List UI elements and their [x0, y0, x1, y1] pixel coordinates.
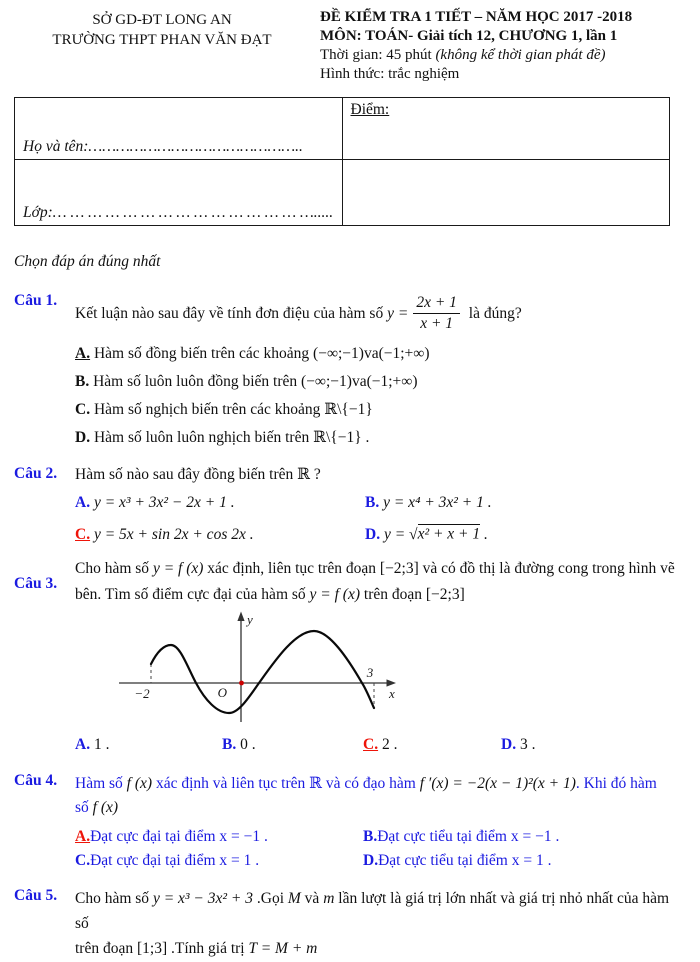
sqrt-prefix: y =: [383, 525, 410, 543]
question-1-stem: [75, 292, 684, 337]
x-max-label: 3: [366, 664, 374, 680]
header-school-block: [14, 8, 310, 50]
question-3-options: [75, 735, 684, 755]
y-axis-arrow-icon: [237, 611, 244, 621]
question-2: [14, 465, 684, 545]
option-text: y = x³ + 3x² − 2x + 1 .: [93, 494, 235, 512]
department-name: SỞ GD-ĐT LONG AN: [92, 12, 232, 28]
option-text: y = 5x + sin 2x + cos 2x .: [93, 525, 254, 543]
question-4-stem: [75, 772, 684, 822]
interval: [−2;3]: [379, 559, 419, 577]
option-letter: A.: [75, 735, 91, 753]
fraction: [413, 294, 460, 333]
exam-header: [14, 8, 684, 84]
option-letter: A.: [75, 494, 91, 512]
sqrt-suffix: .: [480, 525, 488, 543]
stem-text: Cho hàm số: [75, 890, 153, 908]
stem-text: Kết luận nào sau đây về tính đơn điệu của hàm số: [75, 305, 388, 323]
interval: [1;3]: [136, 939, 168, 957]
question-4-label: Câu 4.: [14, 771, 58, 789]
stem-text: số: [75, 799, 93, 817]
inline-math: y = f (x): [309, 585, 361, 603]
option-text: Hàm số luôn luôn nghịch biến trên ℝ\{−1} .: [93, 428, 370, 446]
question-1-options: [75, 344, 684, 449]
question-3-stem-line2: [75, 585, 684, 606]
question-3-label: Câu 3.: [14, 574, 58, 592]
stem-text: bên. Tìm số điểm cực đại của hàm số: [75, 585, 310, 603]
interval: [−2;3]: [425, 585, 465, 603]
exam-time: [320, 46, 684, 65]
option-a: [75, 344, 684, 365]
stem-text: . Khi đó hàm: [575, 774, 657, 792]
option-text: Đạt cực đại tại điểm x = 1 .: [90, 852, 260, 870]
question-2-label: Câu 2.: [14, 464, 58, 482]
question-3: [14, 559, 684, 755]
origin-dot: [239, 680, 244, 685]
option-text: Hàm số nghịch biến trên các khoảng ℝ\{−1}: [93, 400, 373, 418]
stem-text: xác định và liên tục trên ℝ và có đạo hàm: [152, 774, 420, 792]
inline-math: y = x³ − 3x² + 3: [152, 890, 253, 908]
time-note: (không kể thời gian phát đề): [435, 47, 606, 64]
formula-lead: y =: [387, 305, 409, 323]
graph-svg: [99, 610, 401, 726]
option-text: Đạt cực tiểu tại điểm x = −1 .: [377, 828, 560, 846]
option-letter: D.: [363, 852, 379, 870]
inline-math: f (x): [92, 799, 119, 817]
fraction-denominator: x + 1: [420, 315, 454, 332]
option-letter: C.: [75, 525, 91, 543]
question-5-stem: [75, 887, 684, 961]
function-curve: [151, 631, 374, 713]
table-row: [15, 98, 670, 160]
option-d: [501, 735, 684, 755]
table-row: [15, 160, 670, 226]
stem-text: .Gọi: [253, 890, 288, 908]
sqrt-radicand: x² + x + 1: [417, 525, 481, 543]
question-1-label: Câu 1.: [14, 292, 58, 310]
option-letter: B.: [75, 372, 90, 390]
option-b: [365, 493, 684, 513]
question-5-label: Câu 5.: [14, 887, 58, 905]
empty-cell: [342, 160, 670, 226]
instruction-line: Chọn đáp án đúng nhất: [14, 253, 161, 271]
stem-text: Cho hàm số: [75, 559, 153, 577]
option-text: 3 .: [519, 735, 536, 753]
name-field-label: Họ và tên:………………………………………..: [23, 138, 303, 156]
stem-text: .Tính giá trị: [167, 939, 249, 957]
option-letter: B.: [363, 828, 378, 846]
school-name: TRƯỜNG THPT PHAN VĂN ĐẠT: [52, 31, 272, 48]
option-letter: A.: [75, 344, 91, 362]
option-d: [75, 428, 684, 449]
question-4: [14, 772, 684, 872]
option-text: 0 .: [240, 735, 256, 753]
option-letter: D.: [75, 428, 91, 446]
stem-text: trên đoạn: [360, 585, 426, 603]
origin-label: O: [217, 684, 227, 700]
question-2-stem: Hàm số nào sau đây đồng biến trên ℝ ?: [75, 465, 321, 483]
option-text: Hàm số đồng biến trên các khoảng (−∞;−1)va(−1;+∞): [93, 344, 430, 362]
header-exam-block: [310, 8, 684, 84]
question-2-options: [75, 493, 684, 544]
variable-M: M: [287, 890, 301, 908]
exam-format: Hình thức: trắc nghiệm: [320, 66, 460, 83]
option-text: 2 .: [381, 735, 398, 753]
option-letter: C.: [363, 735, 379, 753]
option-text: 1 .: [93, 735, 110, 753]
question-3-stem: [75, 559, 684, 580]
option-d: [363, 851, 684, 872]
x-axis-label: x: [389, 685, 395, 701]
inline-math: T = M + m: [248, 939, 318, 957]
function-graph: [99, 610, 684, 726]
variable-m: m: [323, 890, 335, 908]
stem-text: và có đồ thị là đường cong trong hình vẽ: [418, 559, 675, 577]
option-c: [363, 735, 501, 755]
class-cell: [15, 160, 343, 226]
inline-math: f (x): [126, 774, 153, 792]
score-label: Điểm:: [350, 101, 390, 119]
stem-text: xác định, liên tục trên đoạn: [203, 559, 380, 577]
option-text: Đạt cực đại tại điểm x = −1 .: [90, 828, 268, 846]
option-c: [75, 525, 365, 545]
time-label: Thời gian: 45 phút: [320, 47, 436, 64]
stem-text: lần lượt là giá trị lớn nhất và giá trị nhỏ nhất của hàm số: [75, 890, 670, 932]
option-a: [75, 827, 363, 848]
option-text: y = x⁴ + 3x² + 1 .: [383, 494, 492, 512]
inline-math: y = f (x): [152, 559, 204, 577]
option-c: [75, 851, 363, 872]
option-b: [363, 827, 684, 848]
option-letter: D.: [501, 735, 517, 753]
sqrt-expression: √x² + x + 1: [409, 525, 481, 543]
option-b: [75, 372, 684, 393]
y-axis-label: y: [247, 611, 253, 627]
score-cell: [342, 98, 670, 160]
option-letter: B.: [365, 494, 380, 512]
question-1: [14, 292, 684, 448]
question-4-options: [75, 827, 684, 872]
option-b: [222, 735, 363, 755]
derivative-formula: f ′(x) = −2(x − 1)²(x + 1): [419, 774, 576, 792]
class-field-label: Lớp:… … … … … … … … … … … … … … ….....: [23, 204, 334, 222]
option-a: [75, 735, 222, 755]
exam-subject: MÔN: TOÁN- Giải tích 12, CHƯƠNG 1, lần 1: [320, 28, 618, 45]
stem-text: và: [300, 890, 324, 908]
option-text: Đạt cực tiểu tại điểm x = 1 .: [378, 852, 552, 870]
x-min-label: −2: [134, 685, 150, 701]
fraction-numerator: 2x + 1: [413, 294, 460, 314]
option-c: [75, 400, 684, 421]
stem-text: trên đoạn: [75, 939, 137, 957]
name-cell: [15, 98, 343, 160]
option-d: [365, 525, 684, 545]
stem-text: Hàm số: [75, 774, 127, 792]
stem-text: là đúng?: [464, 305, 522, 323]
student-info-table: [14, 97, 670, 226]
option-letter: B.: [222, 735, 237, 753]
option-text: [384, 524, 488, 543]
question-5: [14, 887, 684, 961]
option-letter: A.: [75, 828, 91, 846]
option-letter: C.: [75, 852, 91, 870]
option-text: Hàm số luôn luôn đồng biến trên (−∞;−1)va(−1;+∞): [93, 372, 418, 390]
option-letter: D.: [365, 525, 381, 543]
exam-title: ĐỀ KIỂM TRA 1 TIẾT – NĂM HỌC 2017 -2018: [320, 9, 633, 25]
option-a: [75, 493, 365, 513]
option-letter: C.: [75, 400, 91, 418]
